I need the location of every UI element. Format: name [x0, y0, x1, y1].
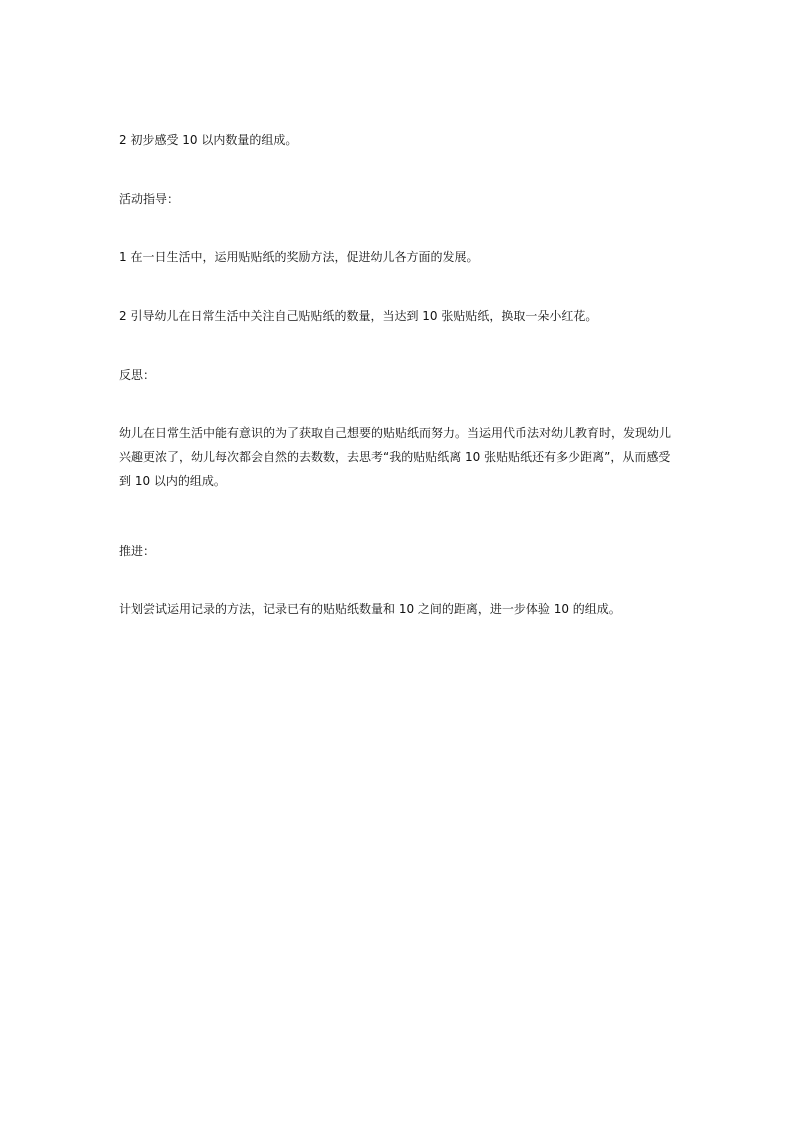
next-steps-paragraph: 计划尝试运用记录的方法，记录已有的贴贴纸数量和 10 之间的距离，进一步体验 10 的组成。 — [119, 602, 621, 616]
reflection-line-3: 到 10 以内的组成。 — [119, 474, 226, 488]
guidance-item-1: 1 在一日生活中，运用贴贴纸的奖励方法，促进幼儿各方面的发展。 — [119, 250, 479, 264]
reflection-line-2: 兴趣更浓了，幼儿每次都会自然的去数数，去思考“我的贴贴纸离 10 张贴贴纸还有多少距离”，从而感受 — [119, 450, 671, 464]
next-steps-heading: 推进： — [119, 544, 156, 558]
reflection-paragraph — [119, 421, 679, 493]
reflection-line-1: 幼儿在日常生活中能有意识的为了获取自己想要的贴贴纸而努力。当运用代币法对幼儿教育时，发现幼儿 — [119, 426, 672, 440]
guidance-item-2: 2 引导幼儿在日常生活中关注自己贴贴纸的数量，当达到 10 张贴贴纸，换取一朵小红花。 — [119, 309, 598, 323]
reflection-heading: 反思： — [119, 368, 156, 382]
activity-guidance-heading: 活动指导： — [119, 192, 180, 206]
goal-item-2: 2 初步感受 10 以内数量的组成。 — [119, 133, 298, 147]
